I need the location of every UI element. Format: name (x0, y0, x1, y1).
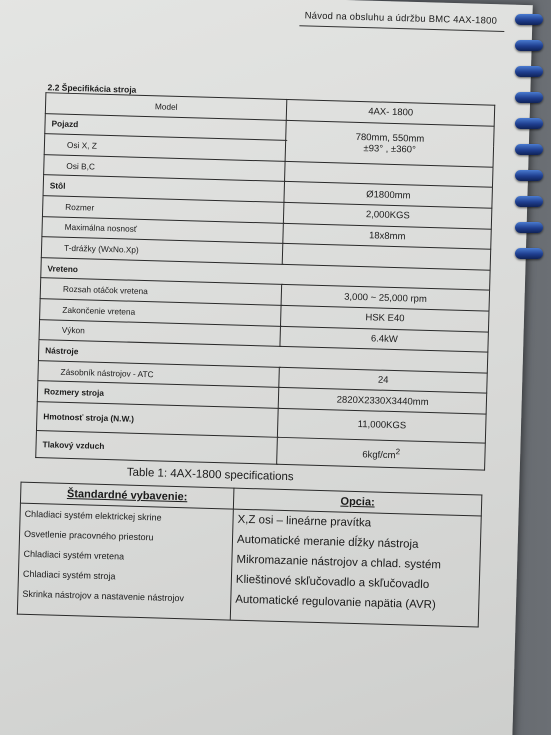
osi-bc-label: Osi B,C (44, 154, 286, 181)
spec-table (35, 92, 495, 470)
zasobnik-value: 24 (279, 367, 487, 393)
osi-xz-value: 780mm, 550mm ±93° , ±360° (286, 120, 495, 167)
zakoncenie-value: HSK E40 (281, 305, 489, 331)
otacky-value: 3,000 ~ 25,000 rpm (281, 285, 489, 311)
binding-ring (515, 118, 543, 129)
model-label: Model (45, 93, 287, 120)
zasobnik-label: Zásobník nástrojov - ATC (38, 360, 280, 387)
list-item: Chladiaci systém stroja (22, 568, 116, 582)
spiral-binding (511, 0, 551, 735)
hmotnost-label: Hmotnosť stroja (N.W.) (36, 401, 278, 437)
binding-ring (515, 170, 543, 181)
tdrazky-label: T-drážky (WxNo.Xp) (41, 237, 283, 264)
list-item: Skrinka nástrojov a nastavenie nástrojov (22, 588, 185, 604)
list-item: Chladiaci systém vretena (23, 548, 125, 562)
standard-list (17, 503, 233, 620)
hmotnost-value: 11,000KGS (278, 408, 486, 443)
equipment-table (17, 482, 483, 628)
nosnost-label: Maximálna nosnosť (42, 216, 284, 243)
list-item: Automatické meranie dĺžky nástroja (236, 533, 419, 551)
rozmer-label: Rozmer (42, 196, 284, 223)
nosnost-value: 18x8mm (283, 223, 491, 249)
binding-ring (515, 196, 543, 207)
vykon-value: 6.4kW (280, 326, 488, 352)
binding-ring (515, 14, 543, 25)
binding-ring (515, 40, 543, 51)
option-heading: Opcia: (233, 488, 481, 516)
model-value: 4AX- 1800 (287, 99, 495, 125)
binding-ring (515, 248, 543, 259)
group-pojazd: Pojazd (45, 113, 287, 140)
rozmer-value: 2,000KGS (284, 202, 492, 228)
list-item: Automatické regulovanie napätia (AVR) (235, 593, 436, 612)
table-caption: Table 1: 4AX-1800 specifications (126, 466, 294, 484)
binding-ring (515, 222, 543, 233)
group-vreteno: Vreteno (41, 257, 490, 290)
table-row (17, 503, 481, 627)
binding-ring (515, 144, 543, 155)
binding-ring (515, 66, 543, 77)
osi-xz-label: Osi X, Z (44, 134, 286, 161)
list-item: Osvetlenie pracovného priestoru (23, 528, 154, 543)
vzduch-label: Tlakový vzduch (36, 430, 278, 464)
list-item: X,Z osi – lineárne pravítka (237, 513, 372, 530)
binding-ring (515, 92, 543, 103)
list-item: Klieštinové skľučovadlo a skľučovadlo (235, 573, 430, 592)
group-nastroje: Nástroje (38, 340, 487, 373)
list-item: Chladiaci systém elektrickej skrine (24, 508, 162, 523)
rozmery-label: Rozmery stroja (37, 381, 279, 408)
zakoncenie-label: Zakončenie vretena (40, 299, 282, 326)
option-list (230, 509, 481, 627)
vykon-label: Výkon (39, 319, 281, 346)
group-stol: Stôl (43, 175, 285, 202)
vzduch-value: $6kgf/cm^2$ (277, 437, 485, 470)
running-header: Návod na obsluhu a údržbu BMC 4AX-1800 (304, 10, 498, 27)
list-item: Mikromazanie nástrojov a chlad. systém (236, 553, 442, 572)
stol-value: Ø1800mm (284, 182, 492, 208)
rozmery-value: 2820X2330X3440mm (279, 388, 487, 414)
otacky-label: Rozsah otáčok vretena (40, 278, 282, 305)
standard-heading: Štandardné vybavenie: (20, 482, 234, 509)
section-title: 2.2 Špecifikácia stroja (47, 82, 137, 95)
